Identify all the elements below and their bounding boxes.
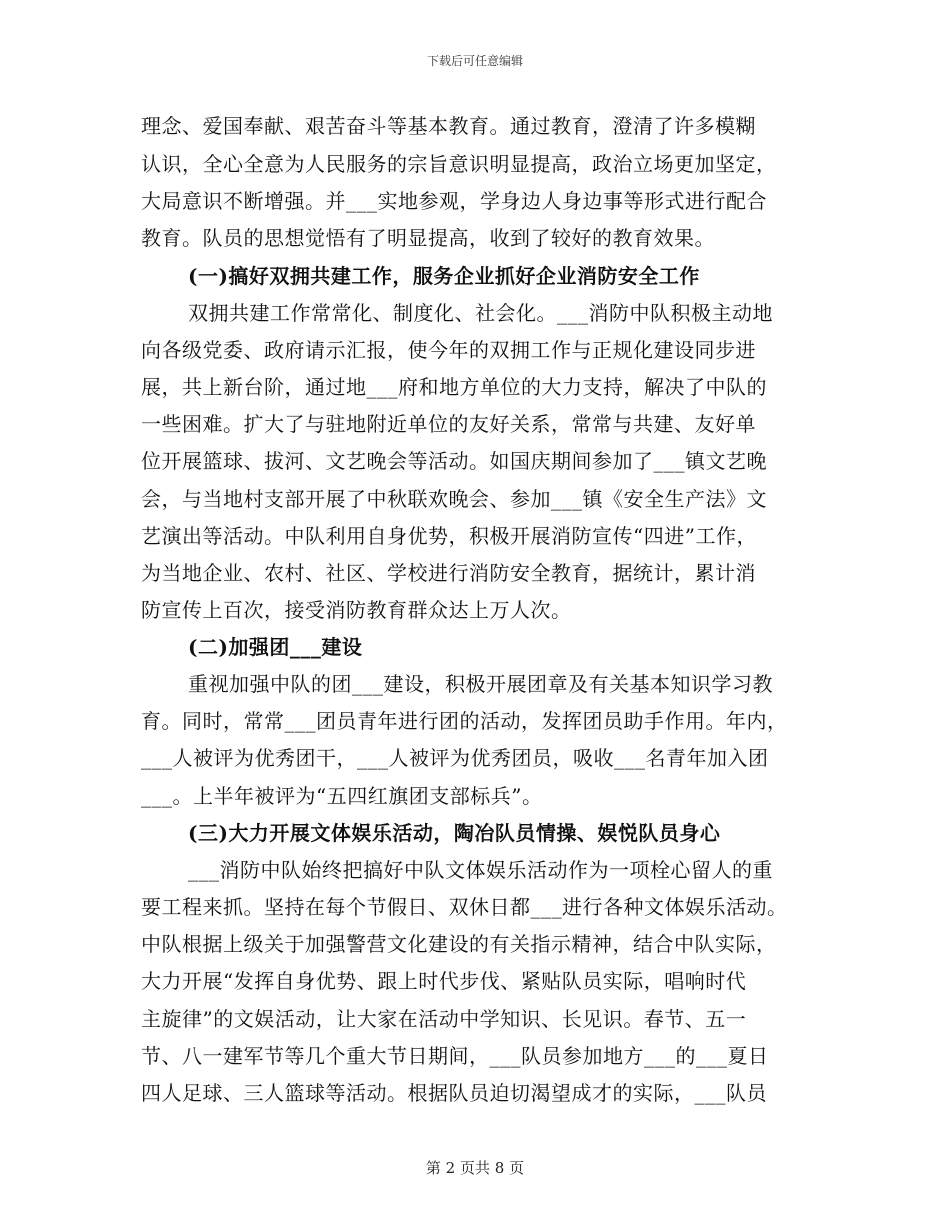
body-line: 育。同时，常常___团员青年进行团的活动，发挥团员助手作用。年内， [141,709,788,733]
body-line: 主旋律”的文娱活动，让大家在活动中学知识、长见识。春节、五一 [141,1007,747,1031]
page-number: 第 2 页共 8 页 [425,1159,525,1177]
body-line: 防宣传上百次，接受消防教育群众达上万人次。 [141,598,572,622]
section-heading-2: (二)加强团___建设 [188,635,363,659]
body-line: ___。上半年被评为“五四红旗团支部标兵”。 [141,784,543,808]
page-header: 下载后可任意编辑 [426,54,523,68]
body-line: 大局意识不断增强。并___实地参观，学身边人身边事等形式进行配合 [141,189,767,213]
body-line: 一些困难。扩大了与驻地附近单位的友好关系，常常与共建、友好单 [141,412,756,436]
section-heading-3: (三)大力开展文体娱乐活动，陶冶队员情操、娱悦队员身心 [188,821,721,845]
body-line: ___人被评为优秀团干，___人被评为优秀团员，吸收___名青年加入团 [141,746,769,770]
body-line: 向各级党委、政府请示汇报，使今年的双拥工作与正规化建设同步进 [141,338,756,362]
body-line: 大力开展“发挥自身优势、跟上时代步伐、紧贴队员实际，唱响时代 [141,969,747,993]
body-line: 四人足球、三人篮球等活动。根据队员迫切渴望成才的实际，___队员 [141,1081,767,1105]
body-line: 会，与当地村支部开展了中秋联欢晚会、参加___镇《安全生产法》文 [141,487,767,511]
body-line: 认识，全心全意为人民服务的宗旨意识明显提高，政治立场更加坚定， [141,152,777,176]
body-line: 展，共上新台阶，通过地___府和地方单位的大力支持，解决了中队的 [141,375,767,399]
body-line: 节、八一建军节等几个重大节日期间，___队员参加地方___的___夏日 [141,1044,769,1068]
body-line: 双拥共建工作常常化、制度化、社会化。___消防中队积极主动地 [188,301,773,325]
body-line: 艺演出等活动。中队利用自身优势，积极开展消防宣传“四进”工作， [141,524,757,548]
body-line: 为当地企业、农村、社区、学校进行消防安全教育，据统计，累计消 [141,561,756,585]
body-line: 重视加强中队的团___建设，积极开展团章及有关基本知识学习教 [188,672,773,696]
body-line: 要工程来抓。坚持在每个节假日、双休日都___进行各种文体娱乐活动。 [141,895,788,919]
body-line: 位开展篮球、拔河、文艺晚会等活动。如国庆期间参加了___镇文艺晚 [141,449,767,473]
body-line: 理念、爱国奉献、艰苦奋斗等基本教育。通过教育，澄清了许多模糊 [141,114,756,138]
body-line: 中队根据上级关于加强警营文化建设的有关指示精神，结合中队实际， [141,932,777,956]
body-line: ___消防中队始终把搞好中队文体娱乐活动作为一项栓心留人的重 [188,858,773,882]
body-line: 教育。队员的思想觉悟有了明显提高，收到了较好的教育效果。 [141,226,715,250]
section-heading-1: (一)搞好双拥共建工作，服务企业抓好企业消防安全工作 [188,264,700,288]
